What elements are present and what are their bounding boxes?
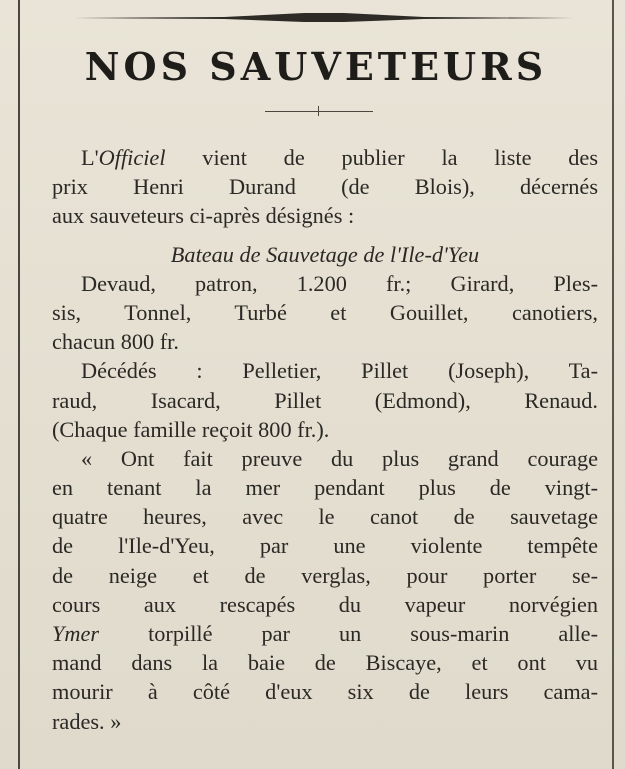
paragraph-1-line-3: aux sauveteurs ci-après désignés : <box>52 203 355 229</box>
paragraph-3-line-3: (Chaque famille reçoit 800 fr.). <box>52 416 330 442</box>
top-ornament-rule <box>74 10 574 24</box>
paragraph-4-line-8: mand dans la baie de Biscaye, et ont vu <box>52 650 598 676</box>
paragraph-1-line-1: L'Officiel vient de publier la liste des <box>81 145 598 170</box>
column-rule-left <box>18 0 20 769</box>
paragraph-4-line-10: rades. » <box>52 708 122 734</box>
paragraph-2-line-2: sis, Tonnel, Turbé et Gouillet, canotiers, <box>52 299 598 325</box>
column-rule-right <box>612 0 614 769</box>
paragraph-4-line-2: en tenant la mer pendant plus de vingt- <box>52 475 598 501</box>
paragraph-4-line-6: cours aux rescapés du vapeur norvégien <box>52 591 598 617</box>
paragraph-3-line-1: Décédés : Pelletier, Pillet (Joseph), Ta- <box>81 358 598 384</box>
title-divider <box>265 111 373 112</box>
paragraph-4-line-5: de neige et de verglas, pour porter se- <box>52 562 598 588</box>
article-title: NOS SAUVETEURS <box>84 44 548 89</box>
paragraph-2-line-3: chacun 800 fr. <box>52 329 179 355</box>
paragraph-4-line-4: de l'Ile-d'Yeu, par une violente tempête <box>52 533 598 559</box>
paragraph-4-line-7: Ymer torpillé par un sous-marin alle- <box>52 621 598 646</box>
subheading: Bateau de Sauvetage de l'Ile-d'Yeu <box>170 241 480 267</box>
title-divider-tick <box>318 106 319 116</box>
paragraph-4-line-9: mourir à côté d'eux six de leurs cama- <box>52 679 598 705</box>
article-body <box>52 143 598 736</box>
paragraph-1-line-2: prix Henri Durand (de Blois), décernés <box>52 174 598 200</box>
paragraph-2-line-1: Devaud, patron, 1.200 fr.; Girard, Ples- <box>81 270 598 296</box>
paragraph-4-line-3: quatre heures, avec le canot de sauvetage <box>52 504 598 530</box>
paragraph-3-line-2: raud, Isacard, Pillet (Edmond), Renaud. <box>52 387 598 413</box>
paragraph-4-line-1: « Ont fait preuve du plus grand courage <box>81 445 598 471</box>
